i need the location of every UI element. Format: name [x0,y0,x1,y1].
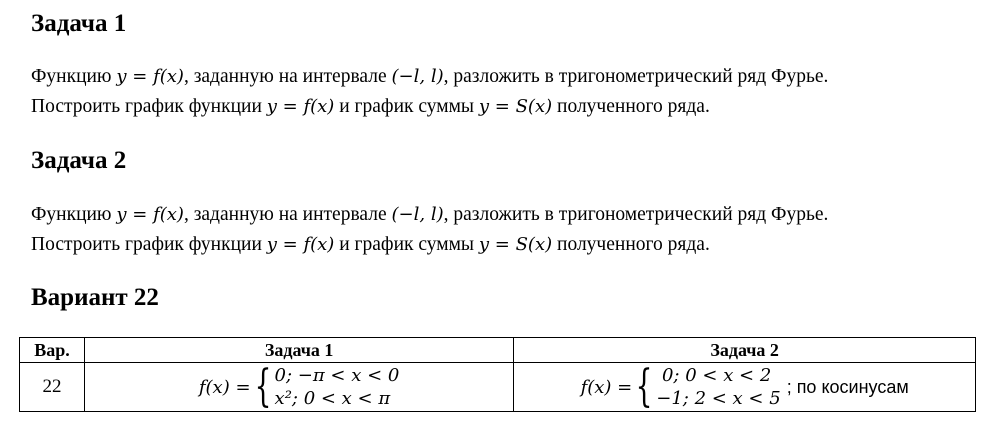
case-1: 0; 0 < x < 2 [656,365,772,386]
formula: y = f(x) [116,66,184,87]
case-1: 0; −π < x < 0 [274,365,400,386]
case-2: x²; 0 < x < π [274,388,391,409]
header-task1: Задача 1 [84,338,513,363]
formula: y = f(x) [266,96,335,117]
case-2: −1; 2 < x < 5 [656,388,781,409]
formula: y = f(x) [266,234,335,255]
task2-title: Задача 2 [31,147,127,174]
interval: (−l, l) [391,204,444,225]
formula: y = f(x) [116,204,184,225]
task2-line1: Функцию y = f(x), заданную на интервале (−l, l), разложить в тригонометрический ряд Фурье. [31,204,829,225]
formula: y = S(x) [478,96,553,117]
header-task2: Задача 2 [514,338,976,363]
piecewise-function: f(x) = { 0; 0 < x < 2 −1; 2 < x < 5 ; по косинусам [580,361,909,412]
brace-icon: { [254,361,271,412]
cell-task1 [84,363,513,412]
cosine-note: ; по косинусам [786,376,909,397]
header-var: Вар. [20,338,85,363]
task1-line1: Функцию y = f(x), заданную на интервале (−l, l), разложить в тригонометрический ряд Фурье. [31,66,829,87]
variant-table [19,337,976,412]
formula: y = S(x) [478,234,553,255]
variant-title: Вариант 22 [31,284,159,311]
piecewise-function: f(x) = { 0; −π < x < 0 x²; 0 < x < π [198,361,400,412]
cell-var: 22 [20,363,85,412]
task2-line2: Построить график функции y = f(x) и график суммы y = S(x) полученного ряда. [31,234,710,255]
task1-line2: Построить график функции y = f(x) и график суммы y = S(x) полученного ряда. [31,96,710,117]
interval: (−l, l) [391,66,444,87]
task1-title: Задача 1 [31,10,127,37]
cell-task2 [514,363,976,412]
table-row [20,363,976,412]
brace-icon: { [635,361,653,412]
table-header-row [20,338,976,363]
